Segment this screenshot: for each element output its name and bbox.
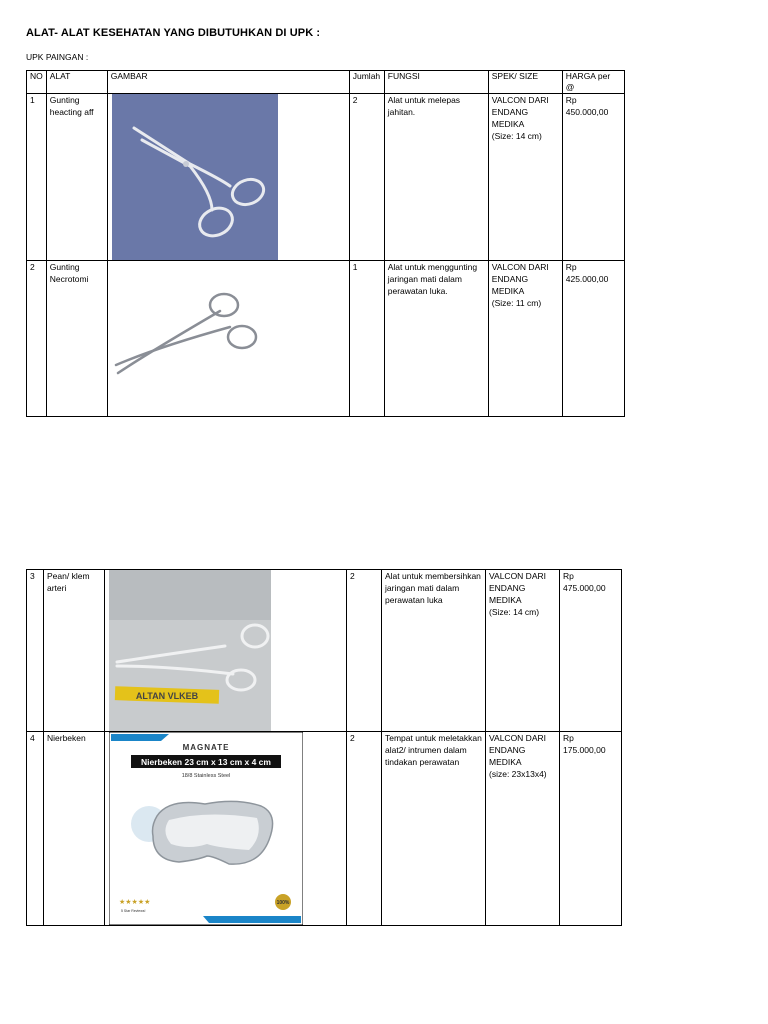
brand-text: MAGNATE bbox=[182, 743, 230, 752]
row-fungsi: Alat untuk melepas jahitan. bbox=[384, 94, 488, 261]
header-spek: SPEK/ SIZE bbox=[488, 71, 562, 94]
equipment-table-2 bbox=[26, 569, 622, 926]
equipment-table-1 bbox=[26, 70, 625, 417]
review-text: 5 Star Reviews! bbox=[121, 909, 146, 913]
clamp-label-text: ALTAN VLKEB bbox=[135, 691, 199, 701]
row-harga: Rp 475.000,00 bbox=[560, 570, 622, 732]
row-spek: VALCON DARI ENDANG MEDIKA (Size: 14 cm) bbox=[488, 94, 562, 261]
header-no: NO bbox=[27, 71, 47, 94]
row-jumlah: 2 bbox=[347, 732, 382, 926]
row-spek: VALCON DARI ENDANG MEDIKA (size: 23x13x4) bbox=[486, 732, 560, 926]
row-no: 2 bbox=[27, 261, 47, 417]
row-fungsi: Alat untuk membersihkan jaringan mati dalam perawatan luka bbox=[382, 570, 486, 732]
suture-scissors-image bbox=[112, 94, 278, 260]
row-jumlah: 1 bbox=[349, 261, 384, 417]
row-image-cell bbox=[107, 94, 349, 261]
document-subtitle: UPK PAINGAN : bbox=[26, 52, 89, 62]
row-harga: Rp 425.000,00 bbox=[562, 261, 624, 417]
header-fungsi: FUNGSI bbox=[384, 71, 488, 94]
row-fungsi: Alat untuk menggunting jaringan mati dalam perawatan luka. bbox=[384, 261, 488, 417]
row-no: 4 bbox=[27, 732, 44, 926]
guarantee-badge: 100% bbox=[276, 900, 290, 906]
row-no: 3 bbox=[27, 570, 44, 732]
row-image-cell bbox=[105, 732, 347, 926]
steel-text: 18/8 Stainless Steel bbox=[181, 773, 231, 779]
table-header-row bbox=[27, 71, 625, 94]
table-row bbox=[27, 570, 622, 732]
row-harga: Rp 450.000,00 bbox=[562, 94, 624, 261]
rating-stars: ★★★★★ bbox=[119, 898, 151, 906]
header-alat: ALAT bbox=[46, 71, 107, 94]
table-row bbox=[27, 261, 625, 417]
row-no: 1 bbox=[27, 94, 47, 261]
row-jumlah: 2 bbox=[347, 570, 382, 732]
row-alat: Gunting Necrotomi bbox=[46, 261, 107, 417]
row-spek: VALCON DARI ENDANG MEDIKA (Size: 14 cm) bbox=[486, 570, 560, 732]
header-jumlah: Jumlah bbox=[349, 71, 384, 94]
row-spek: VALCON DARI ENDANG MEDIKA (Size: 11 cm) bbox=[488, 261, 562, 417]
row-image-cell bbox=[107, 261, 349, 417]
header-gambar: GAMBAR bbox=[107, 71, 349, 94]
table-row bbox=[27, 94, 625, 261]
row-alat: Nierbeken bbox=[44, 732, 105, 926]
table-row bbox=[27, 732, 622, 926]
necrotomy-scissors-image bbox=[108, 261, 278, 411]
artery-clamp-image bbox=[109, 570, 271, 731]
row-harga: Rp 175.000,00 bbox=[560, 732, 622, 926]
row-alat: Pean/ klem arteri bbox=[44, 570, 105, 732]
header-harga: HARGA per @ bbox=[562, 71, 624, 94]
nierbeken-product-image bbox=[109, 732, 303, 925]
row-jumlah: 2 bbox=[349, 94, 384, 261]
size-banner-text: Nierbeken 23 cm x 13 cm x 4 cm bbox=[141, 757, 271, 767]
row-alat: Gunting heacting aff bbox=[46, 94, 107, 261]
document-title: ALAT- ALAT KESEHATAN YANG DIBUTUHKAN DI UPK : bbox=[26, 27, 321, 39]
row-fungsi: Tempat untuk meletakkan alat2/ intrumen dalam tindakan perawatan bbox=[382, 732, 486, 926]
row-image-cell bbox=[105, 570, 347, 732]
